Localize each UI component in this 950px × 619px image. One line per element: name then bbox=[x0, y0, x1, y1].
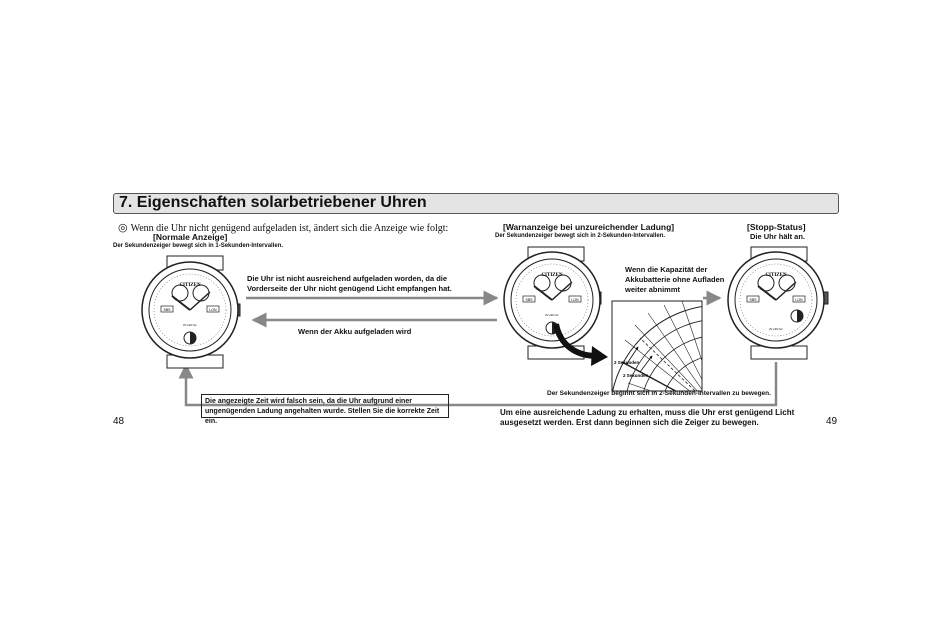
wrong-time-note-text: Die angezeigte Zeit wird falsch sein, da die Uhr aufgrund einer ungenügenden Ladung angehalten wurde. Stellen Sie die korrekte Zeit ein. bbox=[205, 398, 440, 425]
to-stop-text: Wenn die Kapazität der Akkubatterie ohne Aufladen weiter abnimmt bbox=[625, 265, 725, 294]
svg-text:CITIZEN: CITIZEN bbox=[765, 273, 787, 278]
normal-state-subtitle: Der Sekundenzeiger bewegt sich in 1-Sekunden-Intervallen. bbox=[113, 243, 284, 249]
svg-text:SBS: SBS bbox=[749, 298, 757, 302]
page-number-right: 49 bbox=[826, 416, 838, 427]
svg-text:SBS: SBS bbox=[163, 308, 171, 312]
double-circle-icon: ◎ bbox=[118, 222, 128, 234]
svg-text:EcoDrive: EcoDrive bbox=[769, 327, 783, 331]
recharge-note: Um eine ausreichende Ladung zu erhalten, muss die Uhr erst genügend Licht ausgesetzt werden. Erst dann beginnen sich die Zeiger zu bewegen. bbox=[500, 408, 795, 427]
watch-stop-illustration bbox=[728, 247, 828, 359]
watch-brand: CITIZEN bbox=[179, 283, 201, 288]
intro-text: Wenn die Uhr nicht genügend aufgeladen ist, ändert sich die Anzeige wie folgt: bbox=[130, 223, 449, 234]
watch-warning-illustration bbox=[504, 247, 601, 359]
to-warning-text: Die Uhr ist nicht ausreichend aufgeladen worden, da die Vorderseite der Uhr nicht genügend Licht empfangen hat. bbox=[247, 274, 452, 293]
detail-caption: Der Sekundenzeiger beginnt sich in 2-Sekunden-Intervallen zu bewegen. bbox=[547, 390, 771, 397]
warning-state-title: [Warnanzeige bei unzureichender Ladung] bbox=[503, 222, 675, 232]
svg-text:LON: LON bbox=[795, 298, 803, 302]
svg-text:EcoDrive: EcoDrive bbox=[183, 323, 197, 327]
svg-text:LON: LON bbox=[571, 298, 579, 302]
stop-state-subtitle: Die Uhr hält an. bbox=[750, 232, 806, 241]
section-title: 7. Eigenschaften solarbetriebener Uhren bbox=[119, 194, 427, 211]
to-normal-text: Wenn der Akku aufgeladen wird bbox=[298, 327, 412, 336]
svg-text:LON: LON bbox=[209, 308, 217, 312]
detail-label-top: 2 Sekunden bbox=[614, 360, 640, 365]
svg-text:CITIZEN: CITIZEN bbox=[541, 273, 563, 278]
svg-text:EcoDrive: EcoDrive bbox=[545, 313, 559, 317]
detail-label-bottom: 2 Sekunden bbox=[623, 373, 649, 378]
page-number-left: 48 bbox=[113, 416, 125, 427]
normal-state-title: [Normale Anzeige] bbox=[153, 232, 228, 242]
stop-state-title: [Stopp-Status] bbox=[747, 222, 806, 232]
watch-normal-illustration bbox=[142, 256, 240, 368]
wrong-time-note bbox=[201, 394, 449, 425]
svg-text:SBS: SBS bbox=[525, 298, 533, 302]
warning-state-subtitle: Der Sekundenzeiger bewegt sich in 2-Sekunden-Intervallen. bbox=[495, 233, 666, 239]
